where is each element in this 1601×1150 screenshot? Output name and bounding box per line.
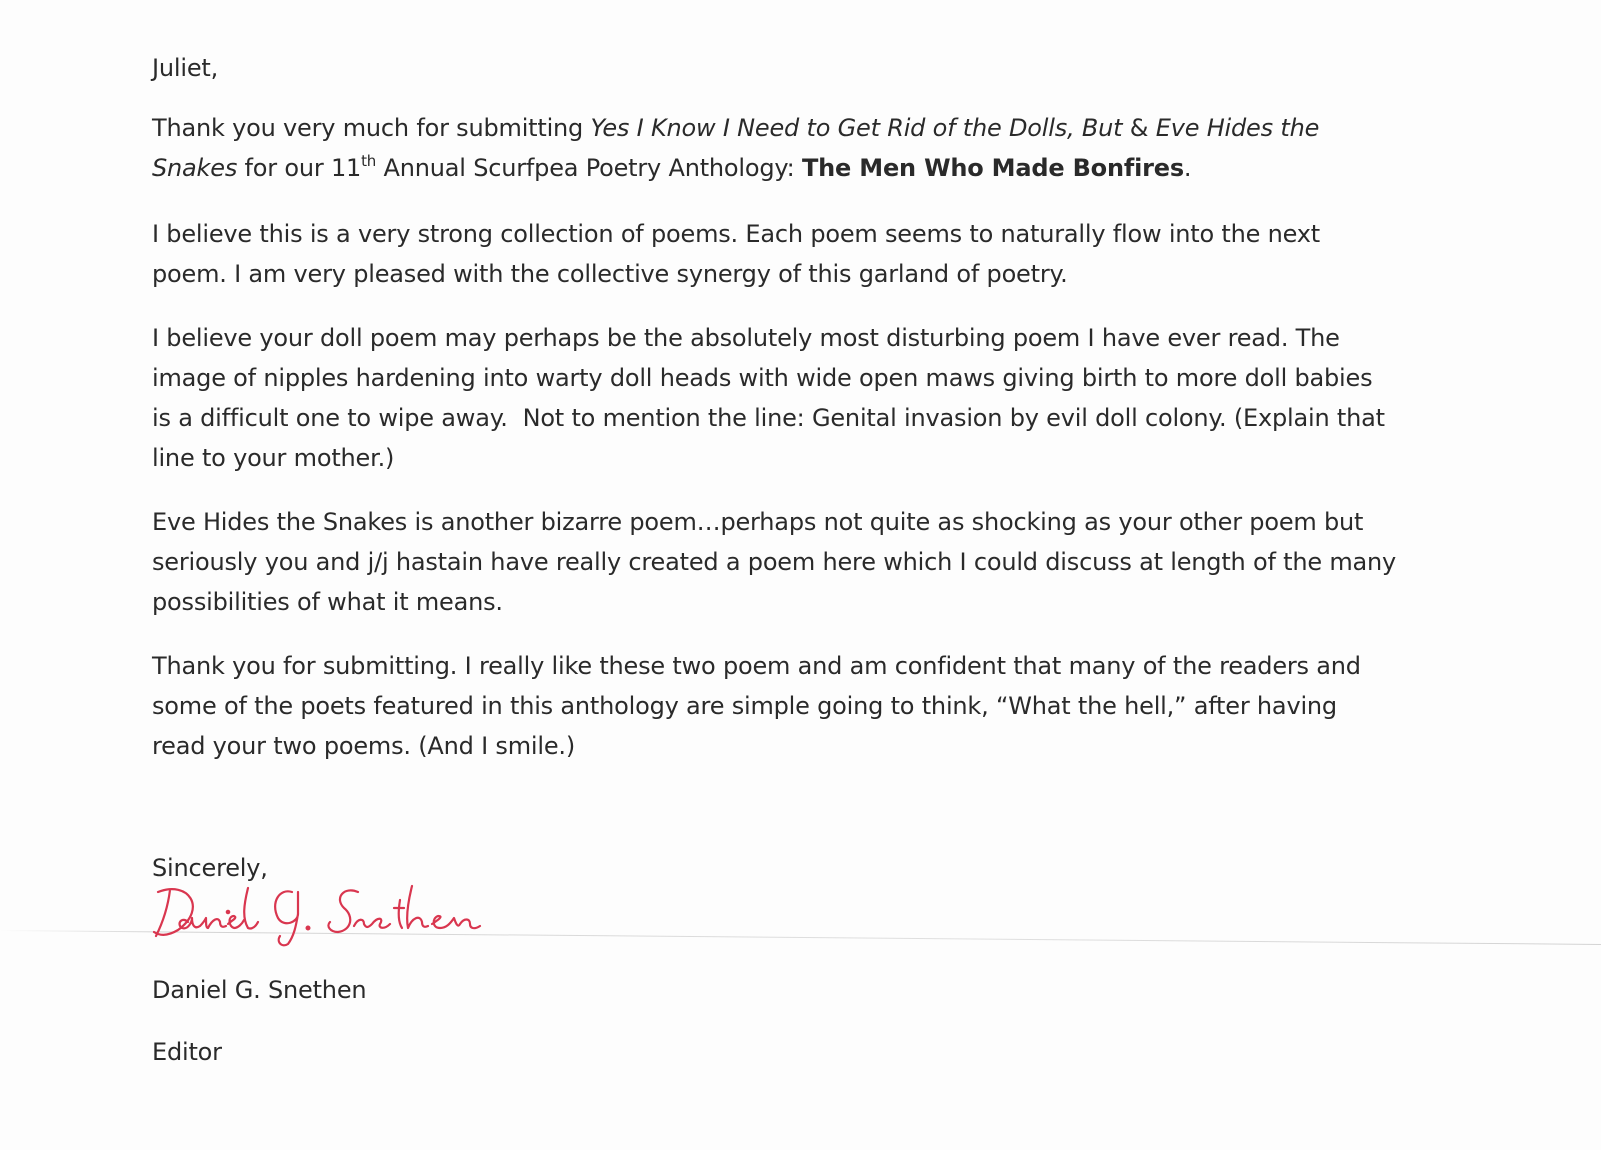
p1-text-a: Thank you very much for submitting [152, 114, 591, 142]
poem-title-snakes-part-1: Eve Hides the [1155, 114, 1320, 142]
poem-title-dolls: Yes I Know I Need to Get Rid of the Dolls, But [590, 114, 1123, 142]
paragraph-3 [152, 318, 1472, 478]
paragraph-2 [152, 214, 1472, 294]
paragraph-5-line-3: read your two poems. (And I smile.) [152, 732, 575, 760]
signer-name [152, 970, 1472, 1010]
p1-text-c: Annual Scurfpea Poetry Anthology: [376, 154, 802, 182]
signer-name-text: Daniel G. Snethen [152, 976, 367, 1004]
paragraph-4-line-2: seriously you and j/j hastain have really created a poem here which I could discuss at length of the many [152, 548, 1397, 576]
paragraph-3-line-3: is a difficult one to wipe away. Not to mention the line: Genital invasion by evil doll colony. (Explain that [152, 404, 1385, 432]
p1-text-b: for our 11 [237, 154, 362, 182]
signer-title-text: Editor [152, 1038, 222, 1066]
paragraph-3-line-1: I believe your doll poem may perhaps be the absolutely most disturbing poem I have ever read. The [152, 324, 1340, 352]
ordinal-suffix: th [361, 152, 377, 170]
closing-text: Sincerely, [152, 854, 268, 882]
paragraph-5-line-2: some of the poets featured in this anthology are simple going to think, “What the hell,” after having [152, 692, 1337, 720]
p1-ampersand: & [1122, 114, 1156, 142]
poem-title-snakes-part-2: Snakes [152, 154, 238, 182]
paragraph-1-line-1 [152, 108, 1472, 148]
paragraph-1-line-2 [152, 148, 1472, 188]
paragraph-5-line-1: Thank you for submitting. I really like these two poem and am confident that many of the readers and [152, 652, 1361, 680]
paragraph-4 [152, 502, 1472, 622]
paragraph-2-line-2: poem. I am very pleased with the collective synergy of this garland of poetry. [152, 260, 1068, 288]
paragraph-4-line-1: Eve Hides the Snakes is another bizarre poem…perhaps not quite as shocking as your other poem but [152, 508, 1364, 536]
paragraph-4-line-3: possibilities of what it means. [152, 588, 503, 616]
salutation-text: Juliet, [152, 54, 219, 82]
paragraph-2-line-1: I believe this is a very strong collection of poems. Each poem seems to naturally flow into the next [152, 220, 1321, 248]
anthology-title: The Men Who Made Bonfires [801, 154, 1184, 182]
signer-title [152, 1032, 1472, 1072]
salutation [152, 48, 1472, 88]
handwritten-signature [148, 878, 508, 948]
paragraph-3-line-2: image of nipples hardening into warty doll heads with wide open maws giving birth to more doll babies [152, 364, 1373, 392]
paragraph-3-line-4: line to your mother.) [152, 444, 395, 472]
paragraph-5 [152, 646, 1472, 766]
paragraph-1 [152, 108, 1472, 188]
p1-text-d: . [1183, 154, 1192, 182]
